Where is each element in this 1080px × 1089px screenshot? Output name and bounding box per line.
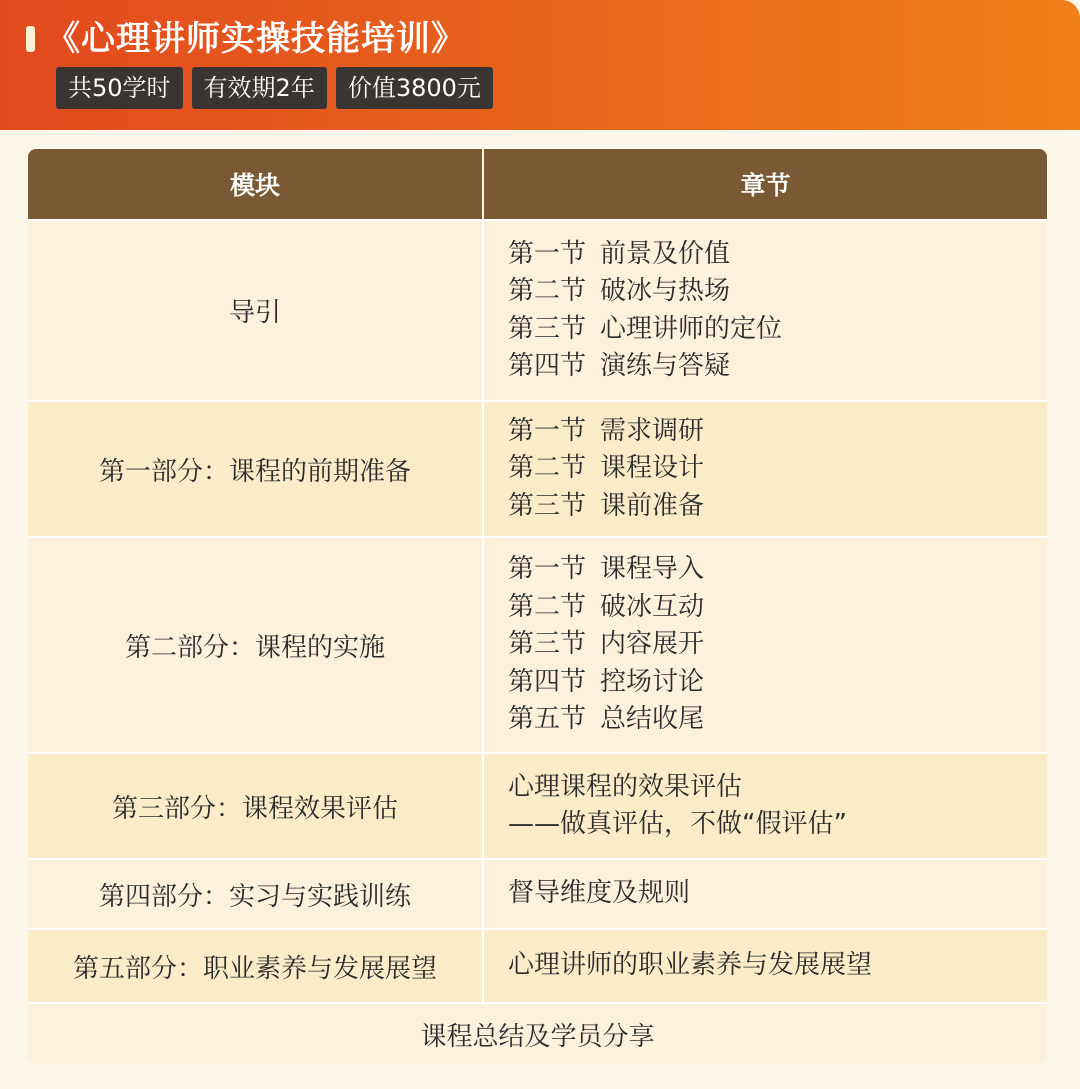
curriculum-table xyxy=(28,149,1047,1064)
section-number: 第二节 xyxy=(508,591,587,622)
module-cell: 第四部分：实习与实践训练 xyxy=(28,860,484,928)
table-row xyxy=(28,928,1047,1002)
section-number: 第三节 xyxy=(508,629,587,660)
section-name: 破冰与热场 xyxy=(600,276,731,306)
section-name: 内容展开 xyxy=(600,629,705,660)
section-name: 课程设计 xyxy=(600,453,705,484)
chapter-line xyxy=(508,701,1047,739)
chapter-cell xyxy=(484,754,1047,858)
section-name: 课前准备 xyxy=(600,490,705,521)
module-cell: 第二部分：课程的实施 xyxy=(28,538,484,752)
chapter-cell xyxy=(484,930,1047,1002)
chapter-line xyxy=(508,348,1047,386)
section-name: 心理讲师的定位 xyxy=(600,313,783,344)
section-name: 需求调研 xyxy=(600,415,705,446)
chapter-line xyxy=(508,664,1047,702)
chapter-cell xyxy=(484,402,1047,536)
chapter-line xyxy=(508,589,1047,627)
module-cell: 第五部分：职业素养与发展展望 xyxy=(28,930,484,1002)
section-name: 前景及价值 xyxy=(600,238,731,269)
table-row xyxy=(28,752,1047,858)
section-number: 第一节 xyxy=(508,415,587,446)
section-name: 演练与答疑 xyxy=(600,351,731,381)
section-number: 第二节 xyxy=(508,276,587,306)
chapter-cell xyxy=(484,221,1047,400)
table-header xyxy=(28,149,1047,219)
chapter-line xyxy=(508,311,1047,349)
module-cell: 第一部分：课程的前期准备 xyxy=(28,402,484,536)
chapter-line xyxy=(508,450,1047,488)
chapter-line xyxy=(508,413,1047,451)
section-number: 第二节 xyxy=(508,453,587,484)
chapter-line: 心理讲师的职业素养与发展展望 xyxy=(508,950,873,981)
tag-validity: 有效期2年 xyxy=(192,67,327,109)
section-number: 第四节 xyxy=(508,666,587,697)
chapter-cell xyxy=(484,860,1047,928)
section-name: 控场讨论 xyxy=(600,666,705,697)
section-name: 破冰互动 xyxy=(600,591,705,622)
section-number: 第五节 xyxy=(508,704,587,735)
chapter-cell xyxy=(484,538,1047,752)
header-banner xyxy=(0,0,1080,130)
page-title: 《心理讲师实操技能培训》 xyxy=(46,19,466,59)
section-number: 第三节 xyxy=(508,490,587,521)
module-cell: 第三部分：课程效果评估 xyxy=(28,754,484,858)
section-number: 第三节 xyxy=(508,313,587,344)
chapter-line xyxy=(508,273,1047,311)
chapter-line: 督导维度及规则 xyxy=(508,878,691,909)
header-chapter: 章节 xyxy=(740,171,791,200)
title-accent-bar xyxy=(26,26,35,52)
table-row xyxy=(28,400,1047,536)
header-module: 模块 xyxy=(28,149,484,219)
section-name: 课程导入 xyxy=(600,554,705,585)
section-number: 第四节 xyxy=(508,351,587,381)
module-cell: 导引 xyxy=(28,221,484,400)
tag-price: 价值3800元 xyxy=(336,67,493,109)
chapter-line xyxy=(508,551,1047,589)
table-footer-row: 课程总结及学员分享 xyxy=(28,1002,1047,1064)
course-tags xyxy=(56,67,493,109)
chapter-line: 心理课程的效果评估 xyxy=(508,771,743,802)
chapter-line xyxy=(508,488,1047,526)
chapter-line: ——做真评估，不做“假评估” xyxy=(508,809,847,839)
section-number: 第一节 xyxy=(508,238,587,269)
chapter-line xyxy=(508,236,1047,274)
section-number: 第一节 xyxy=(508,554,587,585)
table-row xyxy=(28,219,1047,400)
table-row xyxy=(28,858,1047,928)
tag-hours: 共50学时 xyxy=(56,67,183,109)
chapter-line xyxy=(508,626,1047,664)
section-name: 总结收尾 xyxy=(600,704,705,735)
table-row xyxy=(28,536,1047,752)
